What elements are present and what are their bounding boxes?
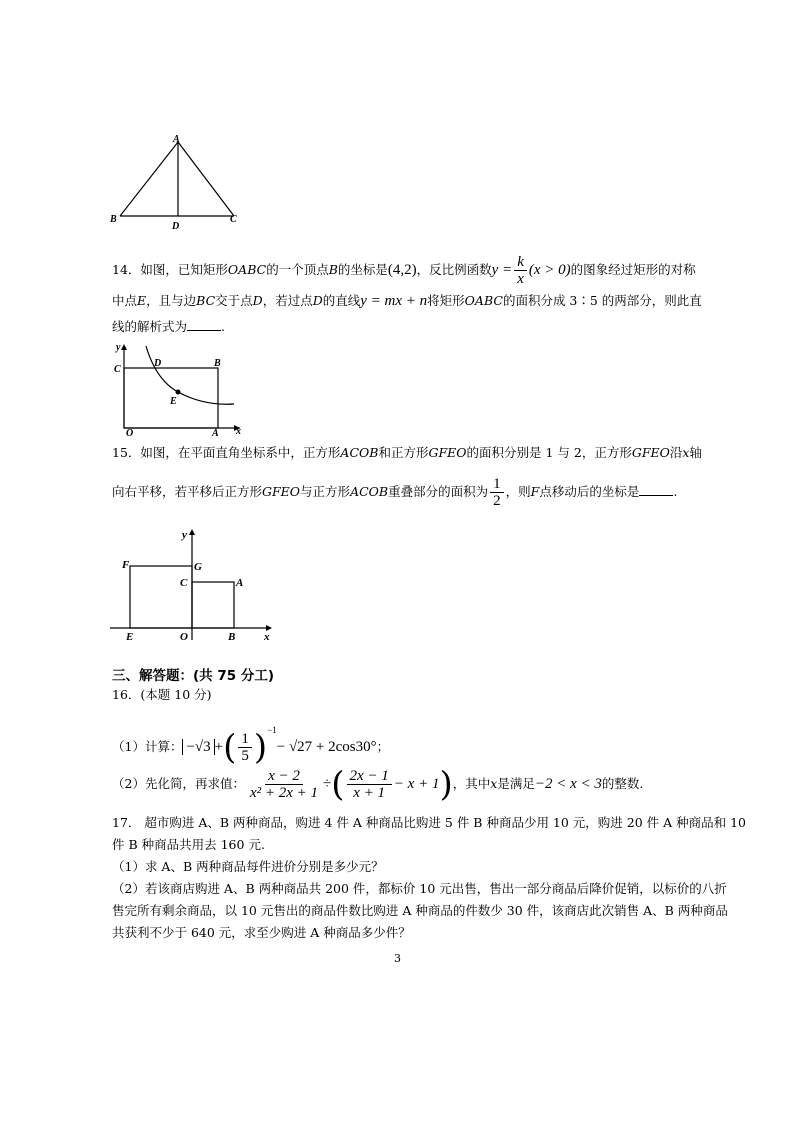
q16-part1 (112, 712, 390, 768)
denominator: x (517, 271, 524, 287)
q17-line5: 售完所有剩余商品，以 10 元售出的商品件数比购进 A 种商品的件数少 30 件，该商店此次销售 A、B 两种商品 (112, 903, 728, 918)
text: F (530, 484, 540, 499)
label-O: O (126, 428, 134, 436)
text: ，若过点 (262, 293, 313, 308)
answer-blank (639, 483, 673, 496)
text: 交于点 (215, 293, 253, 308)
text: 与正方形 (300, 484, 351, 499)
label-y: y (182, 529, 187, 541)
part-label: （1）计算： (112, 739, 183, 754)
fraction-1 (247, 768, 321, 801)
text: B (328, 262, 338, 277)
text: 如图，已知矩形 (140, 262, 228, 277)
label-C: C (180, 577, 188, 589)
text: E (137, 293, 147, 308)
label-A: A (236, 577, 244, 589)
part-label: （2）先化简，再求值： (112, 776, 245, 791)
triangle-figure (108, 134, 248, 234)
text: 沿 (669, 445, 683, 460)
text: ，且与边 (146, 293, 197, 308)
label-C: C (230, 214, 237, 225)
label-B: B (214, 358, 221, 369)
text: . (221, 319, 225, 334)
text: OABC (464, 293, 503, 308)
q14-line2 (112, 292, 702, 310)
text: 线的解析式为 (112, 319, 188, 334)
text: 将矩形 (427, 293, 465, 308)
denominator: x + 1 (353, 785, 386, 801)
answer-blank (187, 318, 221, 331)
rectangle-hyperbola-figure (108, 340, 248, 436)
q15-line1 (112, 444, 702, 462)
q16-part2 (112, 764, 644, 805)
text: 的一个顶点 (266, 262, 329, 277)
q15-line2 (112, 476, 677, 509)
text: 的直线 (322, 293, 361, 308)
text: 中点 (112, 293, 138, 308)
fraction-2 (347, 768, 392, 801)
coord: (4,2) (387, 262, 417, 278)
q14-line3 (112, 318, 225, 336)
label-D: D (154, 358, 162, 369)
denominator: x² + 2x + 1 (249, 785, 319, 801)
label-B: B (228, 631, 236, 643)
func-fraction (514, 254, 527, 287)
label-E: E (126, 631, 134, 643)
text: ，反比例函数 (416, 262, 492, 277)
plus: + (214, 739, 224, 755)
label-A: A (173, 134, 180, 145)
text: ； (376, 739, 390, 754)
label-x: x (264, 631, 270, 643)
q14-number: 14． (112, 262, 141, 277)
q17-line1: 17． 超市购进 A、B 两种商品，购进 4 件 A 种商品比购进 5 件 B 种商品少用 10 元，购进 20 件 A 种商品和 10 (112, 815, 747, 830)
label-F: F (122, 559, 130, 571)
section-title: 三、解答题：(共 75 分工) (112, 668, 275, 684)
text: GFEO (631, 445, 670, 460)
q14-line1 (112, 254, 696, 287)
paren-right: ) (253, 727, 268, 768)
half-fraction (490, 476, 504, 509)
text: ACOB (340, 445, 379, 460)
text: 的图象经过矩形的对称 (570, 262, 696, 277)
text: 轴 (689, 445, 702, 460)
abs-expr (182, 739, 214, 755)
text: 的面积分成 3∶5 的两部分，则此直 (502, 293, 702, 308)
text: 的坐标是 (337, 262, 388, 277)
text: ACOB (350, 484, 389, 499)
text: 的整数. (601, 776, 644, 791)
label-G: G (194, 561, 202, 573)
text: 和正方形 (378, 445, 429, 460)
inequality: −2 < x < 3 (534, 776, 602, 792)
text: BC (196, 293, 216, 308)
text: 重叠部分的面积为 (388, 484, 489, 499)
label-x: x (236, 426, 241, 436)
label-O: O (180, 631, 188, 643)
text: x (490, 776, 498, 791)
rest-expr: − x + 1 (393, 776, 440, 792)
text: 向右平移，若平移后正方形 (112, 484, 263, 499)
text: GFEO (428, 445, 467, 460)
label-A: A (212, 428, 219, 436)
text: 的面积分别是 1 与 2，正方形 (466, 445, 632, 460)
text: D (312, 293, 323, 308)
page-number: 3 (394, 952, 401, 965)
label-D: D (172, 221, 180, 232)
paren-left: ( (223, 727, 237, 768)
numerator: k (514, 254, 527, 271)
func-condition: (x > 0) (528, 262, 571, 278)
paren-left: ( (331, 764, 345, 805)
label-B: B (110, 214, 117, 225)
q17-line2: 件 B 种商品共用去 160 元. (112, 837, 265, 852)
q16-heading: 16．(本题 10 分) (112, 687, 212, 702)
label-y: y (116, 342, 121, 353)
numerator: 2x − 1 (347, 768, 392, 785)
text: . (673, 484, 678, 499)
func-lhs: y = (491, 262, 513, 278)
text: 是满足 (497, 776, 535, 791)
divide: ÷ (323, 776, 332, 792)
denominator: 5 (241, 748, 249, 764)
text: 点移动后的坐标是 (539, 484, 640, 499)
numerator: x − 2 (265, 768, 303, 785)
q17-line3: （1）求 A、B 两种商品每件进价分别是多少元？ (112, 859, 384, 874)
label-E: E (170, 396, 177, 407)
denominator: 2 (493, 493, 501, 509)
fifth-fraction (238, 731, 252, 764)
text: ，其中 (452, 776, 491, 791)
q17-line4: （2）若该商店购进 A、B 两种商品共 200 件，都标价 10 元出售，售出一部分商品后降价促销，以标价的八折 (112, 881, 727, 896)
squares-figure (108, 524, 278, 644)
label-C: C (114, 364, 121, 375)
text: GFEO (262, 484, 301, 499)
numerator: 1 (238, 731, 252, 748)
text: x (682, 445, 690, 460)
abs-value: −√3 (186, 739, 211, 755)
q17-line6: 共获利不少于 640 元，求至少购进 A 种商品多少件？ (112, 925, 411, 940)
text: 如图，在平面直角坐标系中，正方形 (140, 445, 341, 460)
q15-number: 15． (112, 445, 141, 460)
text: ，则 (505, 484, 531, 499)
numerator: 1 (490, 476, 504, 493)
rest-expr: − √27 + 2cos30° (276, 739, 377, 755)
text: D (252, 293, 263, 308)
exponent: −1 (267, 725, 277, 735)
text: OABC (227, 262, 267, 277)
line-equation: y = mx + n (360, 293, 428, 309)
paren-right: ) (439, 764, 453, 805)
